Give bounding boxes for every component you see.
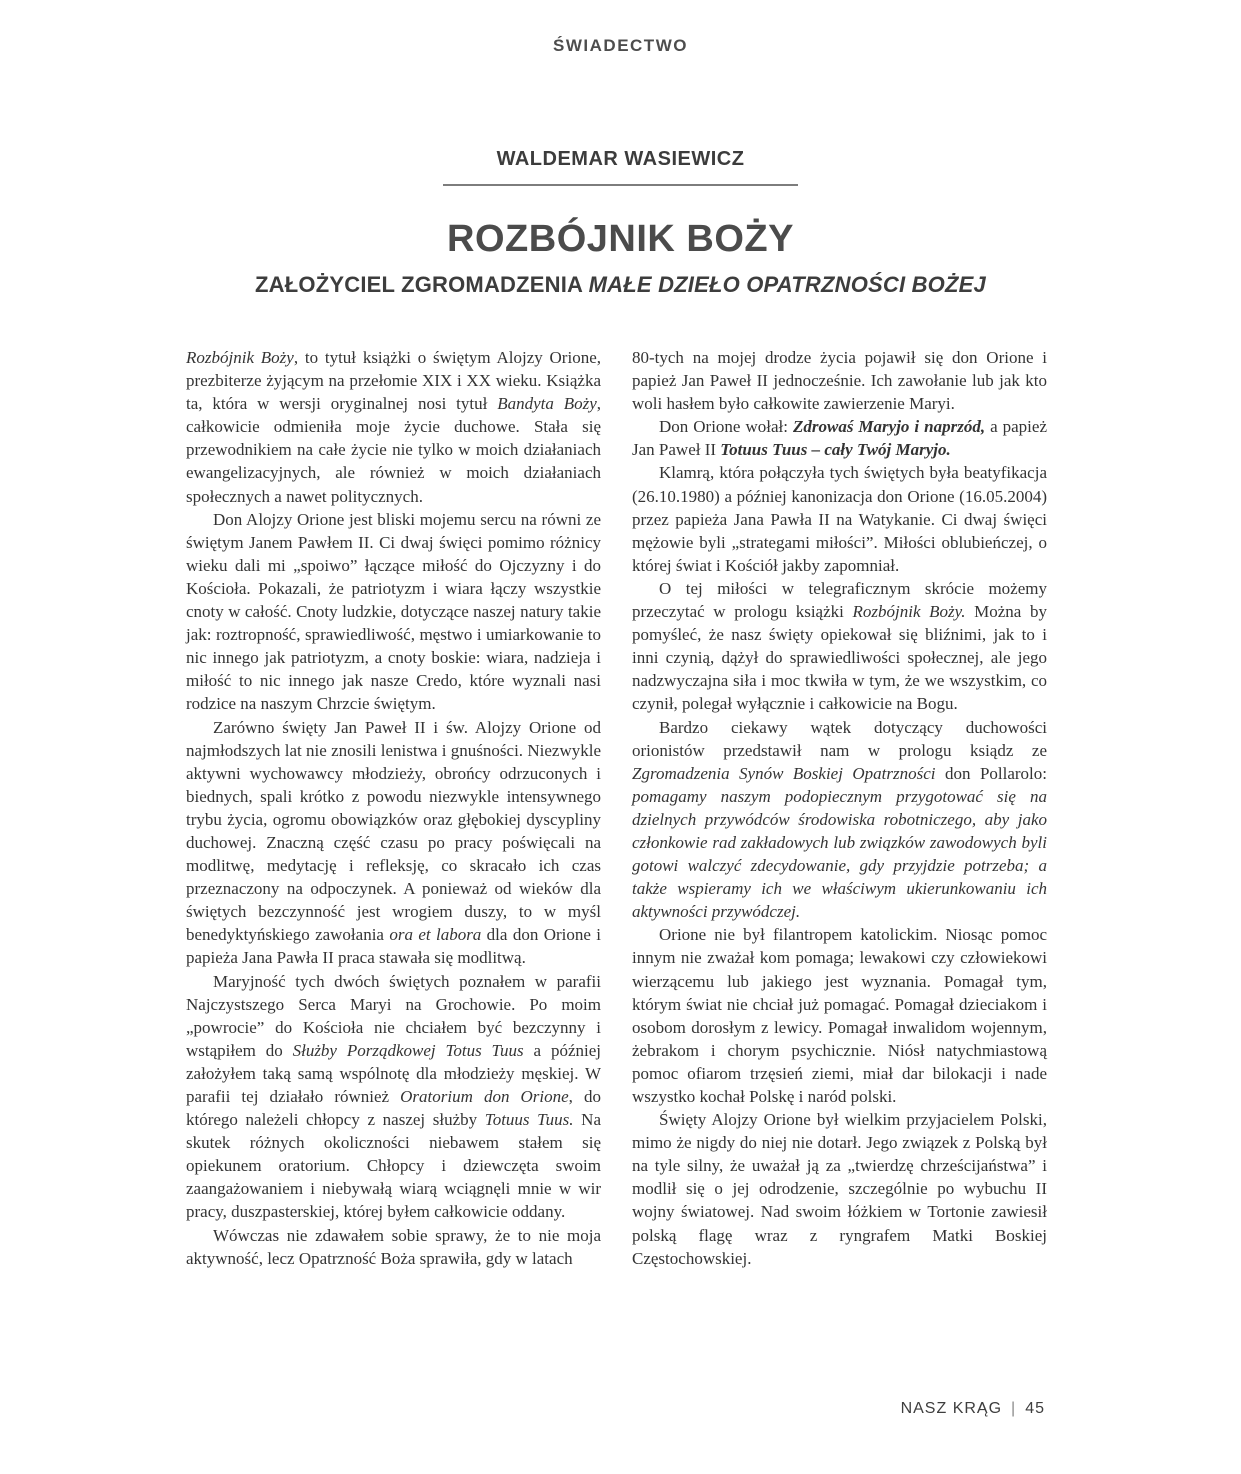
paragraph (632, 1108, 1047, 1270)
paragraph (632, 415, 1047, 461)
paragraph (632, 577, 1047, 716)
footer-separator: | (1011, 1400, 1017, 1417)
left-column (186, 346, 601, 1270)
paragraph (632, 461, 1047, 576)
text-run: Święty Alojzy Orione był wielkim przyjacielem Polski, mimo że nigdy do niej nie dotarł. Jego związek z Polską był na tyle silny, że uważał ją za „twierdzę chrześcijaństwa” i modlił się o jej odrodzenie, szczególnie po wybuchu II wojny światowej. Nad swoim łóżkiem w Tortonie zawiesił polską flagę wraz z ryngrafem Matki Boskiej Częstochowskiej. (632, 1110, 1047, 1268)
text-run: Na skutek różnych okoliczności niebawem stałem się opiekunem oratorium. Chłopcy i dziewczęta swoim zaangażowaniem i niebywałą wiarą wciągnęli mnie w wir pracy, duszpasterskiej, której byłem całkowicie oddany. (186, 1110, 601, 1222)
page-footer (901, 1400, 1045, 1418)
text-run: Maryjność tych dwóch świętych poznałem w parafii Najczystszego Serca Maryi na Grochowie. Po moim „powrocie” do Kościoła nie chciałem być bezczynny i wstąpiłem do (186, 971, 601, 1060)
paragraph (186, 346, 601, 508)
article-subtitle (0, 272, 1241, 298)
paragraph (186, 1224, 601, 1270)
text-run: , całkowicie odmieniła moje życie duchowe. Stała się przewodnikiem na całe życie nie tylko w moich działaniach ewangelizacyjnych, ale również w moich działaniach społecznych a nawet politycznych. (186, 394, 602, 506)
subtitle-plain-text: ZAŁOŻYCIEL ZGROMADZENIA (255, 272, 589, 297)
article-body (186, 346, 1048, 1270)
emphasized-text-run: Rozbójnik Boży. (852, 602, 966, 622)
text-run: , do którego należeli chłopcy z naszej służby (186, 1087, 601, 1130)
author-divider (443, 184, 798, 186)
text-run: Klamrą, która połączyła tych świętych była beatyfikacja (26.10.1980) a później kanonizacja don Orione (16.05.2004) przez papieża Jana Pawła II na Watykanie. Ci dwaj święci mężowie byli „strategami miłości”. Miłości oblubieńczej, o której świat i Kościół jakby zapomniał. (632, 463, 1047, 575)
paragraph (632, 716, 1047, 924)
emphasized-text-run: ora et labora (389, 925, 482, 945)
emphasized-text-run: Rozbójnik Boży (186, 348, 294, 367)
text-run: Wówczas nie zdawałem sobie sprawy, że to nie moja aktywność, lecz Opatrzność Boża sprawiła, gdy w latach (186, 1225, 601, 1268)
author-name: WALDEMAR WASIEWICZ (496, 148, 745, 170)
paragraph (632, 923, 1047, 1108)
text-run: Bardzo ciekawy wątek dotyczący duchowości orionistów przedstawił nam w prologu ksiądz ze (632, 717, 1047, 760)
text-run: dla don Orione i papieża Jana Pawła II praca stawała się modlitwą. (186, 925, 601, 968)
emphasized-text-run: pomagamy naszym podopiecznym przygotować się na dzielnych przywódców środowiska robotniczego, aby jako członkowie rad zakładowych lub związków zawodowych byli gotowi walczyć zdecydowanie, gdy przyjdzie potrzeba; a także wspieramy ich we właściwym ukierunkowaniu ich aktywności przywódczej. (632, 786, 1047, 922)
page-number: 45 (1025, 1400, 1045, 1417)
journal-name: NASZ KRĄG (900, 1400, 1003, 1417)
right-column (632, 346, 1047, 1270)
text-run: Orione nie był filantropem katolickim. Niosąc pomoc innym nie zważał kom pomaga; lewakowi czy człowiekowi wierzącemu lub jakiego jest wyznania. Pomagał tym, którym świat nie chciał już pomagać. Pomagał dzieciakom i osobom dorosłym z lewicy. Pomagał inwalidom wojennym, żebrakom i chorym psychicznie. Niósł natychmiastową pomoc ofiarom trzęsień ziemi, miał dar bilokacji i nade wszystko kochał Polskę i naród polski. (632, 925, 1047, 1106)
text-run: Don Alojzy Orione jest bliski mojemu sercu na równi ze świętym Janem Pawłem II. Ci dwaj święci pomimo różnicy wieku dali mi „spoiwo” łączące miłość do Ojczyzny i do Kościoła. Pokazali, że patriotyzm i wiara łączy wszystkie cnoty w całość. Cnoty ludzkie, dotyczące naszej natury takie jak: roztropność, sprawiedliwość, męstwo i umiarkowanie to nic innego jak patriotyzm, a cnoty boskie: wiara, nadzieja i miłość to nic innego jak nasze Credo, które wyznali nasi rodzice na naszym Chrzcie świętym. (186, 509, 601, 714)
section-kicker: ŚWIADECTWO (553, 36, 688, 55)
text-run: , to tytuł książki o świętym Alojzy Orione, prezbiterze żyjącym na przełomie XIX i XX wieku. Książka ta, która w wersji oryginalnej nosi tytuł (186, 348, 601, 414)
emphasized-text-run: Totuus Tuus – cały Twój Maryjo. (720, 440, 951, 460)
text-run: Można by pomyśleć, że nasz święty opiekował się bliźnimi, jak to i inni czynią, dążył do sprawiedliwości społecznej, ale jego nadzwyczajna siła i moc tkwiła w tym, że we wszystkim, co czynił, polegał wyłącznie i całkowicie na Bogu. (632, 602, 1047, 714)
emphasized-text-run: Totuus Tuus. (484, 1110, 574, 1130)
emphasized-text-run: Służby Porządkowej Totus Tuus (292, 1040, 524, 1060)
paragraph (186, 970, 601, 1224)
article-title: ROZBÓJNIK BOŻY (447, 218, 794, 260)
subtitle-italic-text: MAŁE DZIEŁO OPATRZNOŚCI BOŻEJ (588, 272, 986, 297)
text-run: Don Orione wołał: (659, 417, 793, 437)
paragraph (632, 346, 1047, 415)
emphasized-text-run: Zgromadzenia Synów Boskiej Opatrzności (632, 763, 936, 783)
text-run: 80-tych na mojej drodze życia pojawił się don Orione i papież Jan Paweł II jednocześnie. Ich zawołanie lub jak kto woli hasłem było całkowite zawierzenie Maryi. (632, 348, 1047, 414)
emphasized-text-run: Oratorium don Orione (400, 1087, 569, 1106)
text-run: a później założyłem taką samą wspólnotę dla młodzieży męskiej. W parafii tej działało również (186, 1040, 601, 1106)
text-run: Zarówno święty Jan Paweł II i św. Alojzy Orione od najmłodszych lat nie znosili lenistwa i gnuśności. Niezwykle aktywni wychowawcy młodzieży, obrońcy odrzuconych i biednych, spali krótko z powodu niezwykle intensywnego trybu życia, ogromu obowiązków oraz głębokiej dyscypliny duchowej. Znaczną część czasu po pracy poświęcali na modlitwę, medytację i refleksję, co skracało ich czas przeznaczony na odpoczynek. A ponieważ od wieków dla świętych bezczynność jest wrogiem duszy, to w myśl benedyktyńskiego zawołania (186, 717, 601, 945)
paragraph (186, 716, 601, 970)
emphasized-text-run: Bandyta Boży (497, 394, 597, 414)
emphasized-text-run: Zdrowaś Maryjo i naprzód, (792, 417, 986, 437)
text-run: a papież Jan Paweł II (632, 417, 1047, 460)
text-run: don Pollarolo: (935, 763, 1048, 783)
text-run: O tej miłości w telegraficznym skrócie możemy przeczytać w prologu książki (632, 578, 1047, 622)
paragraph (186, 508, 601, 716)
